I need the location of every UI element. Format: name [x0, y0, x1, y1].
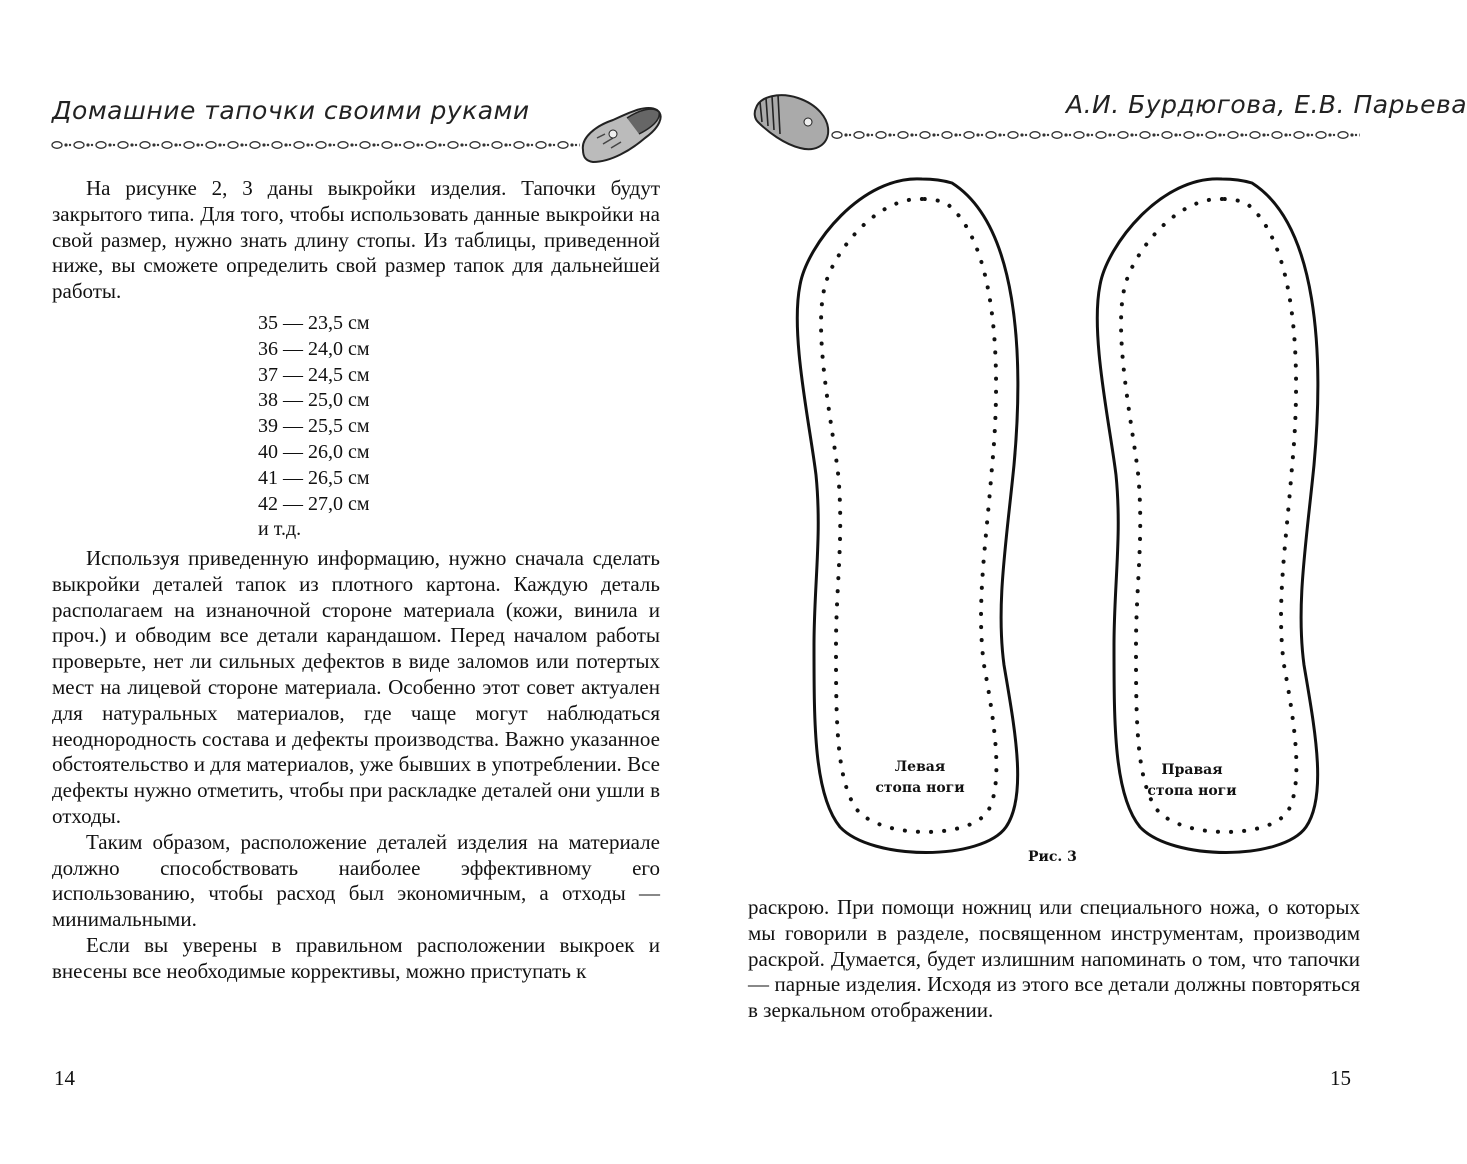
- left-page: [0, 0, 710, 1164]
- page-number: 15: [1330, 1066, 1351, 1090]
- size-row: 37 — 24,5 см: [258, 363, 370, 386]
- header-divider: [50, 138, 580, 152]
- size-row: 38 — 25,0 см: [258, 389, 370, 412]
- header-authors: А.И. Бурдюгова, Е.В. Парьева: [1066, 90, 1467, 119]
- size-row: 35 — 23,5 см: [258, 312, 370, 334]
- paragraph: Таким образом, расположение деталей изделия на материале должно способствовать наиболее эффективному его использованию, чтобы расход был экономичным, а отходы — минимальными.: [52, 829, 660, 932]
- header-book-title: Домашние тапочки своими руками: [52, 96, 530, 125]
- size-row: 36 — 24,0 см: [258, 337, 370, 360]
- right-page: [710, 0, 1467, 1164]
- left-sole-label: Левая стопа ноги: [875, 759, 965, 796]
- header-divider: [830, 128, 1360, 142]
- size-row: 42 — 27,0 см: [258, 492, 370, 515]
- right-sole-label: Правая стопа ноги: [1147, 762, 1237, 799]
- figure-caption: Рис. 3: [1028, 849, 1077, 865]
- size-row: 41 — 26,5 см: [258, 466, 370, 489]
- size-table: [258, 311, 370, 543]
- left-sole-outline: [797, 179, 1018, 853]
- body-text-right: [748, 895, 1360, 1024]
- size-row: 40 — 26,0 см: [258, 440, 370, 463]
- paragraph: Если вы уверены в правильном расположении выкроек и внесены все необходимые коррективы, можно приступать к: [52, 932, 660, 983]
- right-sole-stitch-line: [1121, 199, 1296, 832]
- size-row: 39 — 25,5 см: [258, 415, 370, 438]
- slipper-illustration-icon: [750, 88, 835, 156]
- size-row: и т.д.: [258, 518, 302, 541]
- paragraph: раскрою. При помощи ножниц или специального ножа, о которых мы говорили в разделе, посвященном инструментам, производим раскрой. Думается, будет излишним напоминать о том, что тапочки — парные изделия. Исходя из этого все детали должны повторяться в зеркальном отображении.: [748, 895, 1360, 1023]
- body-text-left: [52, 546, 660, 985]
- right-sole-outline: [1097, 179, 1318, 853]
- page-number: 14: [54, 1066, 75, 1090]
- intro-paragraph: На рисунке 2, 3 даны выкройки изделия. Тапочки будут закрытого типа. Для того, чтобы использовать данные выкройки на свой размер, нужно знать длину стопы. Из таблицы, приведенной ниже, вы сможете определить свой размер тапок для дальнейшей работы.: [52, 176, 660, 304]
- paragraph: Используя приведенную информацию, нужно сначала сделать выкройки деталей тапок из плотного картона. Каждую деталь располагаем на изнаночной стороне материала (кожи, винила и проч.) и обводим все детали карандашом. Перед началом работы проверьте, нет ли сильных дефектов в виде заломов или потертых мест на лицевой стороне материала. Особенно этот совет актуален для натуральных материалов, где чаще могут наблюдаться неоднородность состава и дефекты производства. Важно указанное обстоятельство и для материалов, уже бывших в употреблении. Все дефекты нужно отметить, чтобы при раскладке деталей они ушли в отходы.: [52, 546, 660, 828]
- slipper-illustration-icon: [575, 98, 665, 170]
- left-sole-stitch-line: [821, 199, 996, 832]
